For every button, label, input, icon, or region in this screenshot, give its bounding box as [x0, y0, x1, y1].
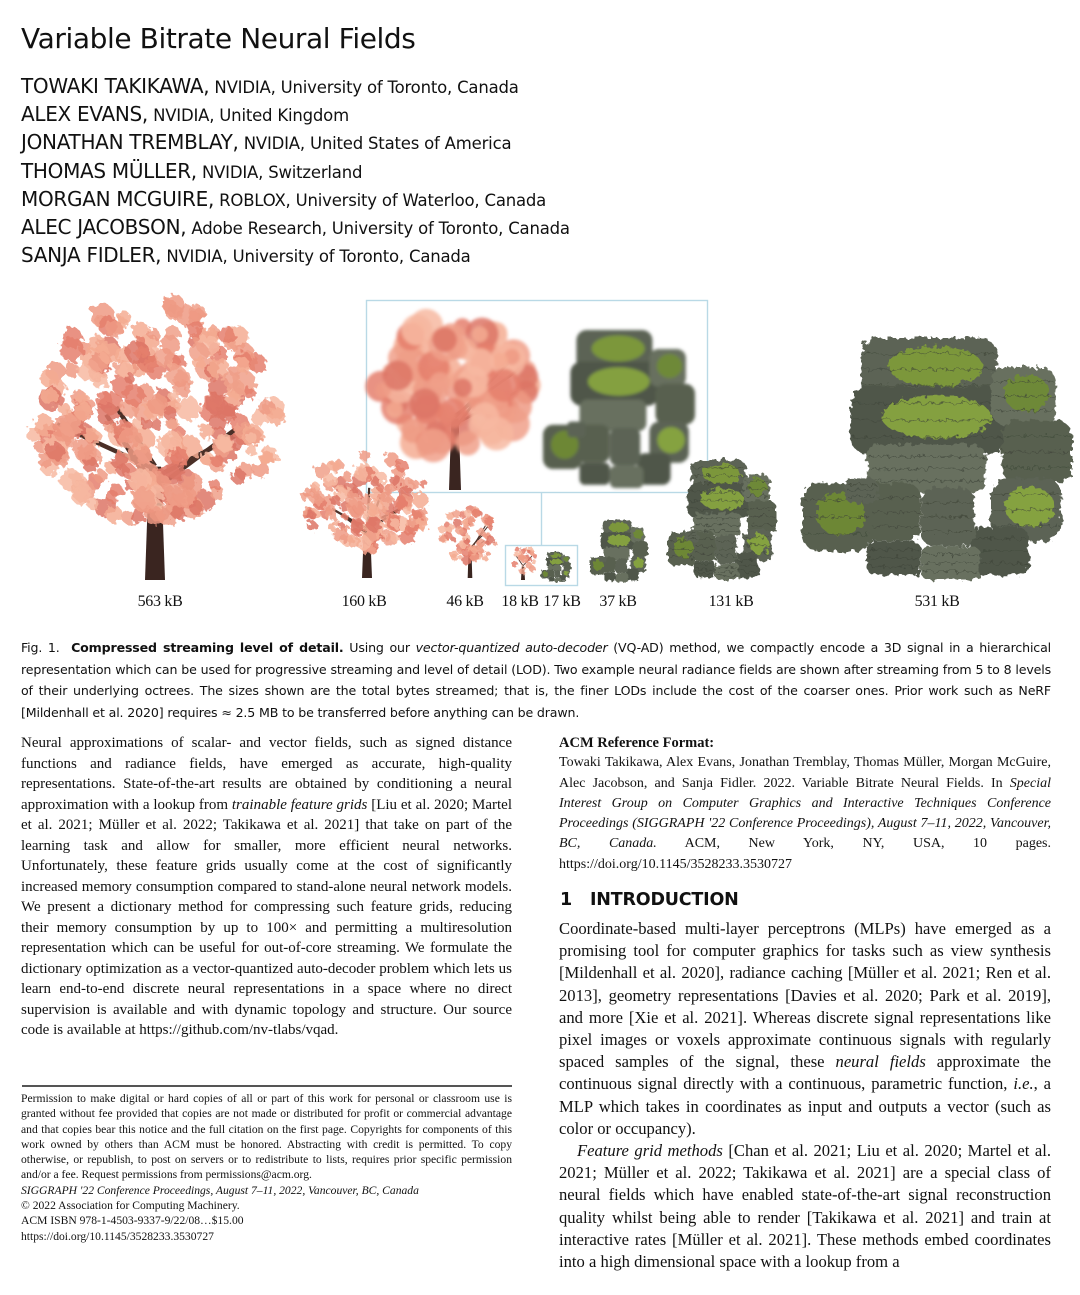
tree-leaf-cluster [439, 535, 446, 542]
acm-reference [559, 733, 1051, 875]
tree-leaf-cluster [246, 445, 257, 456]
caption-prefix: Fig. 1. [21, 640, 60, 655]
author-affiliation: Adobe Research, University of Toronto, Canada [191, 218, 570, 238]
tree-leaf-cluster [522, 566, 526, 570]
tree-leaf-cluster [354, 466, 369, 481]
tree-leaf-cluster [383, 361, 413, 391]
tree-leaf-cluster [484, 516, 494, 526]
tree-leaf-cluster [124, 373, 135, 384]
tree-leaf-cluster [482, 555, 488, 561]
golem-stone-block [554, 571, 560, 578]
tree-leaf-cluster [451, 554, 458, 561]
caption-title: Compressed streaming level of detail. [71, 640, 344, 655]
tree-leaf-cluster [449, 524, 455, 530]
tree-leaf-cluster [261, 451, 274, 464]
doi-link[interactable]: https://doi.org/10.1145/3528233.3530727 [21, 1229, 214, 1243]
tree-leaf-cluster [518, 551, 522, 555]
tree-leaf-cluster [190, 308, 205, 323]
tree-leaf-cluster [176, 397, 200, 421]
golem-moss [749, 534, 769, 554]
tree-leaf-cluster [235, 357, 250, 372]
golem-moss [633, 529, 643, 539]
tree-leaf-cluster [118, 311, 131, 324]
tree-leaf-cluster [482, 532, 487, 537]
tree-leaf-cluster [402, 314, 433, 345]
author-entry [21, 241, 570, 269]
golem-stone-block [656, 384, 696, 425]
tree-leaf-cluster [72, 487, 90, 505]
tree-leaf-cluster [390, 518, 400, 528]
tree-foliage [365, 309, 540, 463]
tree-leaf-cluster [429, 372, 450, 393]
author-affiliation: NVIDIA, United States of America [243, 134, 512, 154]
tree-leaf-cluster [151, 419, 162, 430]
golem-render-531kb [802, 338, 1072, 580]
tree-leaf-cluster [493, 353, 508, 368]
golem-render-17kb-zoomed [543, 330, 695, 488]
tree-leaf-cluster [267, 407, 285, 425]
tree-leaf-cluster [328, 460, 340, 472]
size-label-531kb: 531 kB [914, 593, 960, 610]
tree-leaf-cluster [135, 447, 152, 464]
paper-title: Variable Bitrate Neural Fields [21, 22, 416, 55]
tree-leaf-cluster [374, 531, 381, 538]
acm-reference-venue: Special Interest Group on Computer Graphics and Interactive Techniques Conference Proceedings (SIGGRAPH '22 Conference Proceedings), August 7–11, 2022, Vancouver, BC, Canada. [559, 775, 1051, 852]
tree-render-563kb [27, 295, 286, 580]
tree-leaf-cluster [457, 549, 461, 553]
tree-leaf-cluster [165, 325, 181, 341]
author-name: MORGAN MCGUIRE, [21, 186, 215, 211]
golem-moss [607, 535, 631, 546]
tree-leaf-cluster [345, 492, 359, 506]
tree-leaf-cluster [246, 432, 257, 443]
venue-line: SIGGRAPH '22 Conference Proceedings, August 7–11, 2022, Vancouver, BC, Canada [21, 1183, 419, 1197]
tree-leaf-cluster [472, 326, 488, 342]
tree-leaf-cluster [409, 388, 440, 419]
golem-stone-block [610, 466, 643, 488]
author-name: THOMAS MÜLLER, [21, 158, 197, 183]
golem-stone-block [599, 556, 606, 562]
tree-leaf-cluster [471, 402, 500, 431]
tree-leaf-cluster [485, 540, 489, 544]
tree-leaf-cluster [174, 490, 193, 509]
author-name: SANJA FIDLER, [21, 243, 162, 268]
golem-stone-block [548, 577, 554, 581]
golem-moss [564, 570, 569, 575]
golem-render-17kb [541, 552, 571, 582]
section-heading-introduction [560, 890, 739, 910]
intro-paragraph-1 [559, 919, 1051, 1138]
tree-leaf-cluster [464, 538, 470, 544]
author-name: ALEC JACOBSON, [21, 214, 187, 239]
size-label-563kb: 563 kB [137, 593, 183, 610]
tree-leaf-cluster [65, 363, 79, 377]
tree-render-46kb [438, 505, 498, 578]
golem-stone-block [580, 463, 610, 485]
author-name: ALEX EVANS, [21, 102, 148, 127]
acm-reference-heading: ACM Reference Format: [559, 735, 715, 751]
tree-leaf-cluster [192, 355, 205, 368]
tree-leaf-cluster [211, 455, 224, 468]
golem-stone-block [610, 428, 640, 466]
copyright-line: © 2022 Association for Computing Machinery. [21, 1199, 240, 1213]
tree-leaf-cluster [384, 484, 396, 496]
golem-moss [550, 559, 562, 564]
section-title: INTRODUCTION [590, 890, 739, 910]
tree-leaf-cluster [232, 470, 247, 485]
intro-text: [Chan et al. 2021; Liu et al. 2020; Martel et al. 2021; Müller et al. 2022; Takikawa et al. 2021] are a special class of neural fields which have enabled state-of-the-art signal reconstruction quality whilst being able to render [Takikawa et al. 2021] and train at interactive rates [Müller et al. 2021]. These methods embed coordinates into a high dimensional space with a lookup from a [559, 1141, 1051, 1272]
golem-stone-block [616, 558, 628, 573]
tree-leaf-cluster [477, 539, 486, 548]
tree-leaf-cluster [73, 439, 94, 460]
golem-moss [882, 395, 992, 438]
tree-leaf-cluster [390, 475, 401, 486]
golem-moss [657, 354, 683, 378]
tree-leaf-cluster [530, 551, 535, 556]
tree-leaf-cluster [527, 557, 531, 561]
tree-leaf-cluster [106, 321, 123, 338]
tree-leaf-cluster [59, 415, 81, 437]
tree-render-160kb [301, 451, 428, 578]
tree-leaf-cluster [96, 403, 119, 426]
tree-leaf-cluster [456, 526, 464, 534]
intro-text: approximate the continuous signal directly with a continuous, parametric function, [559, 1052, 1051, 1094]
tree-leaf-cluster [60, 338, 84, 362]
tree-leaf-cluster [452, 510, 460, 518]
permission-notice: Permission to make digital or hard copies of all or part of this work for personal or classroom use is granted without fee provided that copies are not made or distributed for profit or commercial advantage and that copies bear this notice and the full citation on the first page. Copyrights for components of this work owned by others than ACM must be honored. Abstracting with credit is permitted. To copy otherwise, or republish, to post on servers or to redistribute to lists, requires prior specific permission and/or a fee. Request permissions from permissions@acm.org. [21, 1092, 512, 1182]
tree-leaf-cluster [168, 390, 180, 402]
tree-foliage [511, 547, 537, 575]
tree-leaf-cluster [468, 517, 475, 524]
abstract-text: [Liu et al. 2020; Martel et al. 2021; Müller et al. 2022; Takikawa et al. 2021] that take on part of the learning task and allow for smaller, more efficient neural networks. Unfortunately, these feature grids usually come at the cost of significantly increased memory consumption compared to stand-alone neural network models. We present a dictionary method for compressing such feature grids, reducing their memory consumption by up to 100× and permitting a multiresolution representation which can be useful for out-of-core streaming. We formulate the dictionary optimization as a vector-quantized auto-decoder problem which lets us learn end-to-end discrete neural representations in a space where no direct supervision is available and with dynamic topology and structure. Our source code is available at https://github.com/nv-tlabs/vqad. [21, 796, 512, 1038]
golem-stone-block [616, 573, 629, 582]
golem-moss [634, 558, 645, 568]
footnote-divider [22, 1085, 512, 1087]
golem-moss [657, 427, 685, 453]
tree-leaf-cluster [396, 460, 409, 473]
golem-moss [588, 367, 650, 395]
tree-leaf-cluster [342, 513, 349, 520]
golem-moss [551, 553, 562, 558]
tree-leaf-cluster [312, 482, 320, 490]
tree-leaf-cluster [404, 526, 414, 536]
author-affiliation: ROBLOX, University of Waterloo, Canada [219, 190, 547, 210]
tree-leaf-cluster [351, 521, 363, 533]
tree-leaf-cluster [106, 490, 119, 503]
tree-leaf-cluster [141, 418, 153, 430]
tree-leaf-cluster [71, 472, 86, 487]
author-name: TOWAKI TAKIKAWA, [21, 74, 210, 98]
tree-foliage [27, 295, 286, 526]
caption-emphasis: vector-quantized auto-decoder [415, 640, 608, 655]
tree-leaf-cluster [515, 547, 520, 552]
tree-leaf-cluster [438, 526, 446, 534]
tree-leaf-cluster [387, 401, 403, 417]
abstract [21, 733, 512, 1041]
tree-leaf-cluster [324, 474, 337, 487]
tree-leaf-cluster [360, 451, 371, 462]
golem-render-131kb [668, 460, 776, 580]
tree-leaf-cluster [219, 327, 236, 344]
tree-leaf-cluster [223, 371, 240, 388]
tree-leaf-cluster [187, 321, 203, 337]
golem-stone-block [546, 569, 550, 572]
size-label-18kb: 18 kB [501, 593, 539, 610]
tree-leaf-cluster [123, 384, 145, 406]
acm-reference-text: Towaki Takikawa, Alex Evans, Jonathan Tremblay, Thomas Müller, Morgan McGuire, Alec Jacobson, and Sanja Fidler. 2022. Variable Bitrate Neural Fields. In [559, 755, 1051, 791]
golem-moss [700, 488, 744, 510]
tree-leaf-cluster [348, 536, 360, 548]
intro-emphasis: i.e. [1013, 1074, 1034, 1094]
golem-moss [1005, 487, 1054, 527]
tree-leaf-cluster [413, 524, 421, 532]
caption-text: Using our [343, 640, 416, 655]
tree-leaf-cluster [468, 551, 473, 556]
abstract-emphasis: trainable feature grids [231, 796, 368, 813]
tree-leaf-cluster [148, 328, 160, 340]
tree-leaf-cluster [84, 427, 98, 441]
golem-moss [592, 335, 645, 361]
tree-leaf-cluster [464, 510, 472, 518]
caption-text: (VQ-AD) method, we compactly encode a 3D signal in a hierarchical representation which can be used for progressive streaming and level of detail (LOD). Two example neural radiance fields are shown after streaming from 5 to 8 levels of their underlying octrees. The sizes shown are the total bytes streamed; that is, the finer LODs include the cost of the coarser ones. Prior work such as NeRF [Mildenhall et al. 2020] requires ≈ 2.5 MB to be transferred before anything can be drawn. [21, 640, 1052, 720]
acm-reference-text: ACM, New York, NY, USA, 10 pages. https://doi.org/10.1145/3528233.3530727 [559, 836, 1051, 872]
copyright-footnote [21, 1091, 512, 1244]
tree-leaf-cluster [134, 346, 147, 359]
author-affiliation: NVIDIA, Switzerland [201, 162, 363, 182]
tree-leaf-cluster [131, 488, 155, 512]
tree-leaf-cluster [458, 555, 463, 560]
tree-leaf-cluster [111, 453, 128, 470]
intro-emphasis: neural fields [835, 1052, 926, 1072]
tree-leaf-cluster [118, 426, 141, 449]
tree-leaf-cluster [466, 348, 494, 376]
tree-leaf-cluster [330, 496, 341, 507]
tree-leaf-cluster [391, 534, 400, 543]
tree-leaf-cluster [526, 562, 533, 569]
author-entry [21, 157, 570, 185]
tree-leaf-cluster [92, 372, 108, 388]
golem-moss [609, 522, 629, 532]
author-entry [21, 100, 570, 128]
tree-render-18kb [511, 547, 537, 581]
tree-leaf-cluster [493, 542, 498, 547]
golem-stone-block [554, 578, 561, 582]
isbn-line: ACM ISBN 978-1-4503-9337-9/22/08…$15.00 [21, 1214, 244, 1228]
golem-moss [564, 557, 569, 562]
tree-leaf-cluster [131, 510, 144, 523]
intro-text: Coordinate-based multi-layer perceptrons (MLPs) have emerged as a promising tool for computer graphics for tasks such as view synthesis [Mildenhall et al. 2020], radiance caching [Müller et al. 2021; Ren et al. 2013], geometry representations [Davies et al. 2020; Park et al. 2019], and more [Xie et al. 2021]. Whereas discrete signal representations like pixel images or voxels approximate continuous signals with regularly spaced samples of the signal, these [559, 919, 1051, 1072]
tree-leaf-cluster [99, 343, 121, 365]
tree-leaf-cluster [413, 492, 429, 508]
tree-leaf-cluster [33, 415, 54, 436]
tree-leaf-cluster [106, 506, 123, 523]
size-label-46kb: 46 kB [446, 593, 484, 610]
golem-moss [703, 464, 741, 484]
golem-moss [1004, 375, 1049, 412]
golem-render-37kb [590, 520, 648, 582]
tree-foliage [438, 505, 498, 565]
teaser-figure [0, 290, 1080, 620]
tree-leaf-cluster [163, 295, 186, 318]
tree-leaf-cluster [477, 546, 484, 553]
tree-leaf-cluster [147, 394, 168, 415]
author-name: JONATHAN TREMBLAY, [21, 130, 239, 155]
tree-leaf-cluster [417, 429, 451, 463]
golem-moss [888, 346, 983, 386]
intro-emphasis: Feature grid methods [577, 1141, 723, 1161]
tree-leaf-cluster [303, 487, 314, 498]
tree-leaf-cluster [307, 521, 317, 531]
intro-paragraph-2 [559, 1140, 1051, 1273]
author-entry [21, 128, 570, 156]
author-entry [21, 72, 570, 100]
tree-leaf-cluster [307, 511, 316, 520]
author-affiliation: NVIDIA, University of Toronto, Canada [166, 247, 471, 267]
tree-leaf-cluster [170, 447, 188, 465]
size-label-37kb: 37 kB [599, 593, 637, 610]
tree-leaf-cluster [384, 495, 394, 505]
introduction-body [559, 918, 1051, 1273]
tree-leaf-cluster [46, 442, 64, 460]
author-entry [21, 185, 570, 213]
size-label-131kb: 131 kB [708, 593, 754, 610]
golem-stone-block [604, 572, 616, 581]
author-list [21, 72, 570, 269]
golem-moss [749, 478, 767, 496]
tree-leaf-cluster [532, 560, 537, 565]
tree-leaf-cluster [395, 498, 406, 509]
size-label-17kb: 17 kB [543, 593, 581, 610]
tree-leaf-cluster [462, 519, 468, 525]
tree-leaf-cluster [343, 472, 353, 482]
abstract-text: Neural approximations of scalar- and vector fields, such as signed distance functions and radiance fields, have emerged as accurate, high-quality representations. State-of-the-art results are obtained by conditioning a neural approximation with a lookup from [21, 735, 512, 813]
section-number: 1 [560, 890, 572, 910]
tree-foliage [301, 451, 428, 556]
golem-stone-block [567, 422, 585, 438]
tree-leaf-cluster [488, 525, 493, 530]
tree-leaf-cluster [432, 327, 457, 352]
tree-leaf-cluster [421, 508, 428, 515]
tree-leaf-cluster [366, 516, 381, 531]
tree-leaf-cluster [42, 389, 59, 406]
golem-stone-block [563, 562, 571, 570]
tree-leaf-cluster [511, 561, 518, 568]
tree-leaf-cluster [245, 389, 256, 400]
figure-caption [21, 637, 1051, 723]
tree-leaf-cluster [333, 527, 348, 542]
author-affiliation: NVIDIA, University of Toronto, Canada [214, 78, 519, 97]
render-group [27, 295, 1073, 582]
tree-leaf-cluster [209, 479, 220, 490]
intro-text: , a MLP which takes in coordinates as input and outputs a vector (such as color or occupancy). [559, 1074, 1051, 1138]
tree-leaf-cluster [453, 378, 472, 397]
tree-leaf-cluster [166, 418, 177, 429]
author-affiliation: NVIDIA, United Kingdom [153, 106, 349, 126]
tree-leaf-cluster [215, 434, 233, 452]
tree-leaf-cluster [472, 509, 481, 518]
author-entry [21, 213, 570, 241]
golem-stone-block [633, 541, 648, 557]
tree-leaf-cluster [206, 394, 227, 415]
tree-leaf-cluster [487, 369, 520, 402]
tree-leaf-cluster [419, 480, 427, 488]
tree-leaf-cluster [524, 556, 527, 559]
tree-leaf-cluster [369, 509, 376, 516]
size-label-160kb: 160 kB [341, 593, 387, 610]
figure-renders [0, 290, 1080, 590]
tree-leaf-cluster [94, 470, 107, 483]
tree-leaf-cluster [456, 431, 481, 456]
